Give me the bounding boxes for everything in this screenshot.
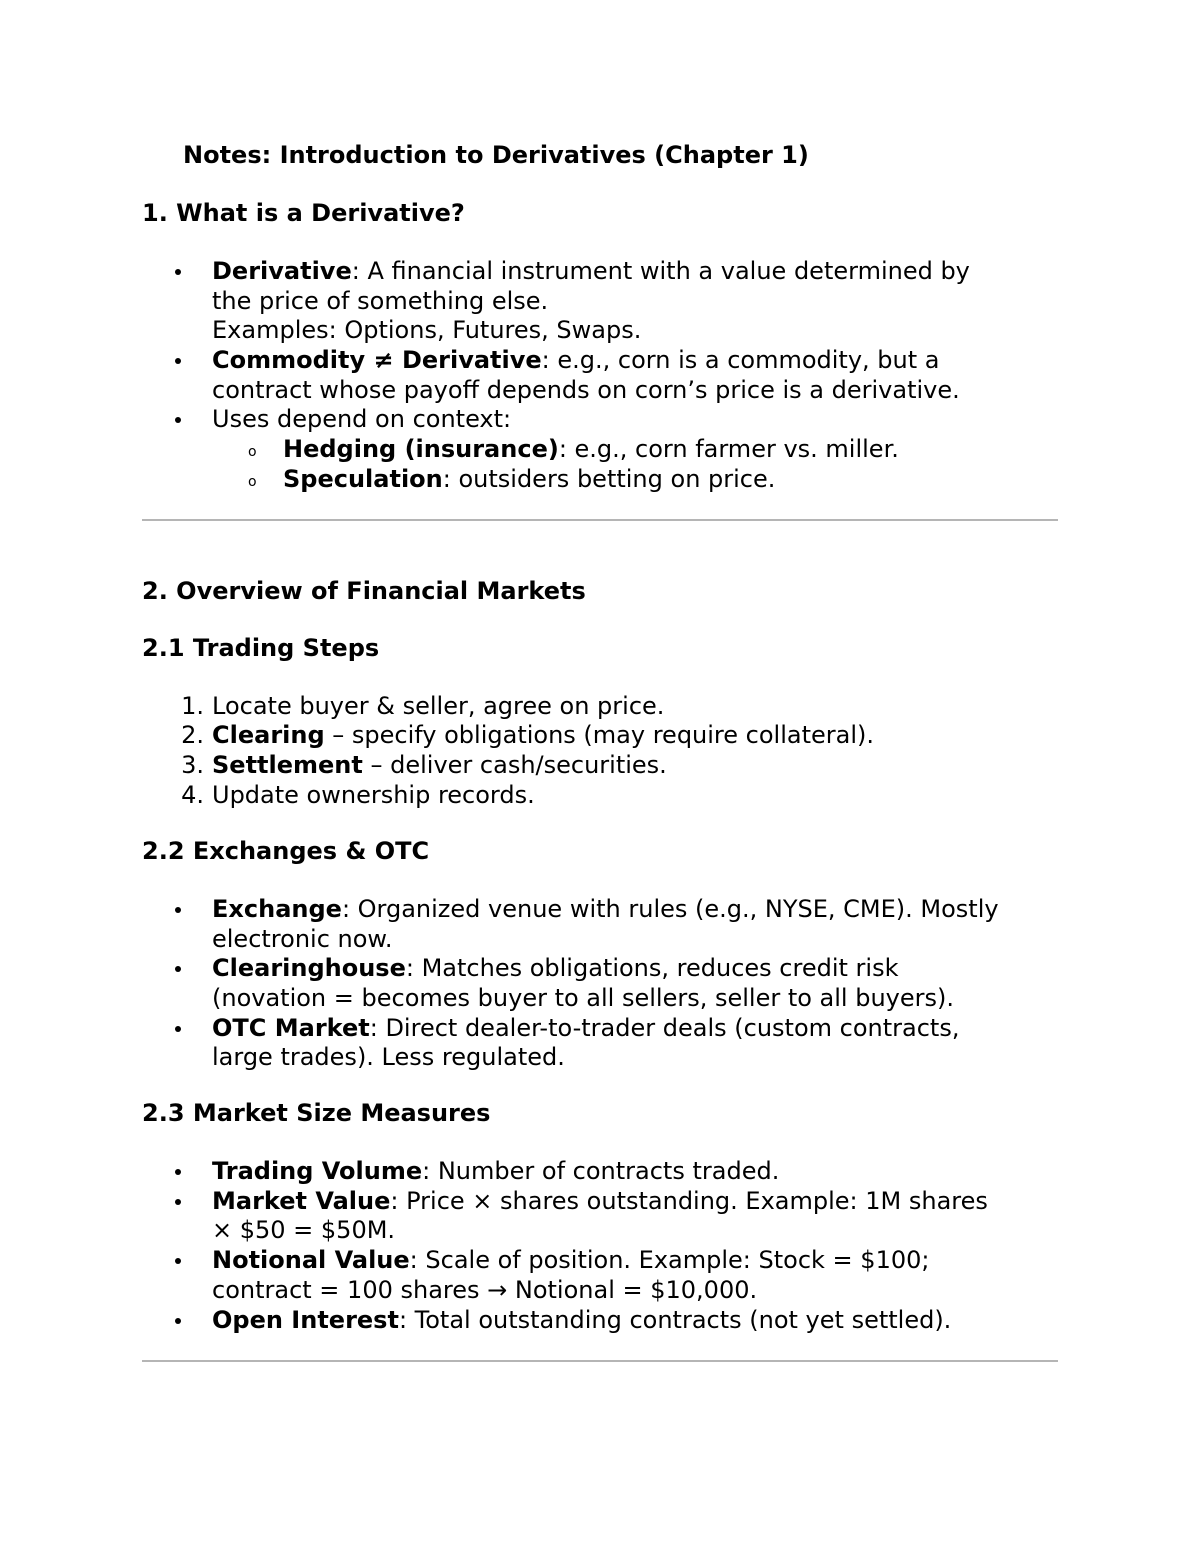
list-number: 1. [181, 692, 204, 720]
section-2-3-heading: 2.3 Market Size Measures [142, 1099, 491, 1127]
term: Derivative [212, 257, 352, 285]
item-text: Update ownership records. [212, 781, 535, 809]
horizontal-rule [142, 1360, 1058, 1362]
list-item-continuation: × $50 = $50M. [212, 1216, 396, 1244]
item-text: : e.g., corn is a commodity, but a [541, 346, 940, 374]
bullet-marker [175, 345, 185, 375]
list-item-continuation: the price of something else. [212, 287, 549, 315]
term: OTC Market [212, 1014, 370, 1042]
item-text: Locate buyer & seller, agree on price. [212, 692, 665, 720]
list-number: 3. [181, 751, 204, 779]
list-item [212, 1245, 929, 1275]
list-item-continuation: Examples: Options, Futures, Swaps. [212, 316, 642, 344]
list-number: 4. [181, 781, 204, 809]
section-2-1-heading: 2.1 Trading Steps [142, 634, 380, 662]
list-item [212, 1156, 779, 1186]
list-item [212, 691, 664, 721]
sub-bullet-marker: o [248, 474, 257, 490]
item-text: : Matches obligations, reduces credit risk [405, 954, 899, 982]
list-item [212, 1013, 959, 1043]
list-item [212, 256, 970, 286]
term: Market Value [212, 1187, 391, 1215]
term: Speculation [283, 465, 443, 493]
list-item-continuation: (novation = becomes buyer to all sellers, seller to all buyers). [212, 984, 955, 1012]
list-item-continuation: large trades). Less regulated. [212, 1043, 565, 1071]
term: Exchange [212, 895, 342, 923]
horizontal-rule [142, 519, 1058, 521]
item-text: – specify obligations (may require collateral). [324, 721, 874, 749]
term: Settlement [212, 751, 363, 779]
section-2-heading: 2. Overview of Financial Markets [142, 577, 586, 605]
term: Clearing [212, 721, 325, 749]
list-number: 2. [181, 721, 204, 749]
sub-bullet-marker: o [248, 444, 257, 460]
bullet-marker [175, 404, 185, 434]
item-text: : Price × shares outstanding. Example: 1M shares [390, 1187, 988, 1215]
bullet-marker [175, 1305, 185, 1335]
list-item-continuation: electronic now. [212, 925, 393, 953]
item-text: : Direct dealer-to-trader deals (custom contracts, [369, 1014, 960, 1042]
bullet-marker [175, 1013, 185, 1043]
bullet-marker [175, 953, 185, 983]
bullet-marker [175, 1186, 185, 1216]
list-item [212, 1305, 951, 1335]
sub-list-item [283, 464, 775, 494]
bullet-marker [175, 894, 185, 924]
item-text: : Total outstanding contracts (not yet settled). [398, 1306, 952, 1334]
section-1-heading: 1. What is a Derivative? [142, 199, 465, 227]
term: Clearinghouse [212, 954, 406, 982]
list-item [212, 720, 874, 750]
list-item [212, 953, 898, 983]
section-2-2-heading: 2.2 Exchanges & OTC [142, 837, 430, 865]
list-item [212, 780, 535, 810]
item-text: : e.g., corn farmer vs. miller. [558, 435, 899, 463]
bullet-marker [175, 1156, 185, 1186]
item-text: : Organized venue with rules (e.g., NYSE, CME). Mostly [341, 895, 999, 923]
item-text: : Scale of position. Example: Stock = $100; [409, 1246, 930, 1274]
term: Commodity ≠ Derivative [212, 346, 542, 374]
list-item-continuation: contract whose payoff depends on corn’s price is a derivative. [212, 376, 960, 404]
term: Trading Volume [212, 1157, 423, 1185]
item-text: : outsiders betting on price. [442, 465, 776, 493]
term: Open Interest [212, 1306, 399, 1334]
sub-list-item [283, 434, 899, 464]
list-item [212, 750, 667, 780]
item-text: – deliver cash/securities. [362, 751, 667, 779]
term: Hedging (insurance) [283, 435, 559, 463]
list-item [212, 345, 940, 375]
bullet-marker [175, 256, 185, 286]
list-item [212, 1186, 988, 1216]
list-item [212, 894, 999, 924]
item-text: : A financial instrument with a value determined by [351, 257, 970, 285]
bullet-marker [175, 1245, 185, 1275]
list-item-continuation: contract = 100 shares → Notional = $10,000. [212, 1276, 758, 1304]
item-text: : Number of contracts traded. [422, 1157, 780, 1185]
list-item: Uses depend on context: [212, 405, 512, 433]
term: Notional Value [212, 1246, 410, 1274]
page-title: Notes: Introduction to Derivatives (Chapter 1) [183, 141, 809, 169]
